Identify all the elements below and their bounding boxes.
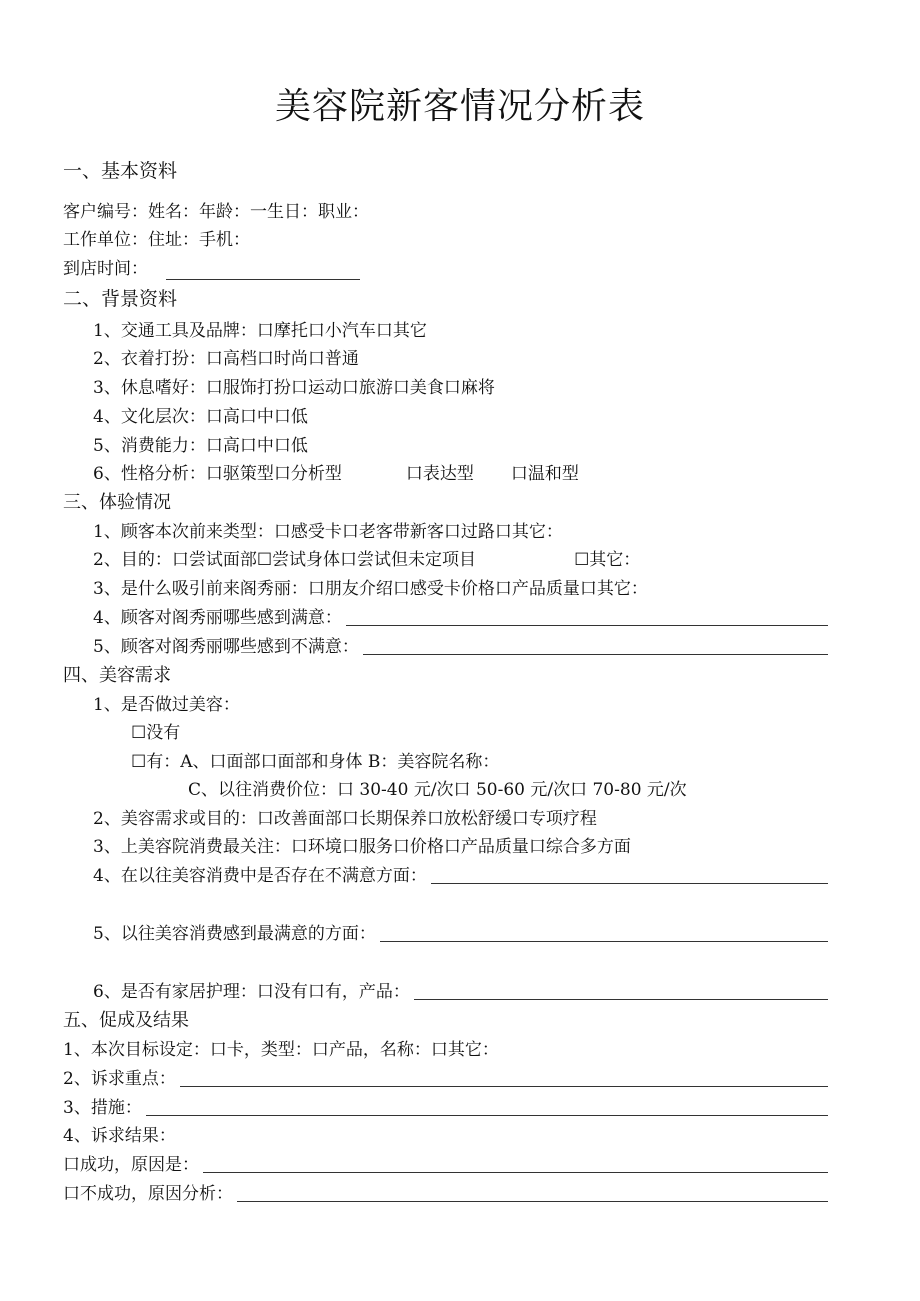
background-q3: 3、休息嗜好：口服饰打扮口运动口旅游口美食口麻将	[93, 378, 495, 398]
experience-q4: 4、顾客对阁秀丽哪些感到满意：	[93, 607, 828, 629]
background-q2: 2、衣着打扮：口高档口时尚口普通	[93, 349, 359, 369]
background-q1: 1、交通工具及品牌：口摩托口小汽车口其它	[93, 321, 427, 341]
needs-q3: 3、上美容院消费最关注：口环境口服务口价格口产品质量口综合多方面	[93, 837, 631, 857]
section-beauty-needs-heading: 四、美容需求	[63, 665, 171, 686]
basic-info-line-1: 客户编号：姓名：年龄：一生日：职业：	[63, 202, 369, 222]
background-q5: 5、消费能力：口高口中口低	[93, 436, 308, 456]
needs-q2: 2、美容需求或目的：口改善面部口长期保养口放松舒缓口专项疗程	[93, 809, 597, 829]
experience-q1: 1、顾客本次前来类型：口感受卡口老客带新客口过路口其它：	[93, 522, 563, 542]
arrival-time-field[interactable]	[166, 265, 360, 280]
satisfied-field[interactable]	[346, 624, 828, 626]
needs-q1-price: C、以往消费价位：口 30-40 元/次口 50-60 元/次口 70-80 元/次	[188, 780, 687, 800]
home-care-product-field[interactable]	[414, 998, 828, 1000]
background-q4: 4、文化层次：口高口中口低	[93, 407, 308, 427]
arrival-time-line: 到店时间：	[63, 258, 828, 280]
experience-q2: 2、目的：口尝试面部☐尝试身体口尝试但未定项目 ☐其它：	[93, 550, 641, 570]
needs-q5: 5、以往美容消费感到最满意的方面：	[93, 923, 828, 945]
needs-q1: 1、是否做过美容：	[93, 695, 240, 715]
result-q3: 3、措施：	[63, 1097, 828, 1119]
success-reason-field[interactable]	[203, 1171, 828, 1173]
past-unsatisfied-field[interactable]	[431, 882, 828, 884]
section-result-heading: 五、促成及结果	[63, 1010, 189, 1031]
page-title: 美容院新客情况分析表	[274, 86, 645, 127]
unsatisfied-field[interactable]	[363, 653, 828, 655]
result-q2: 2、诉求重点：	[63, 1068, 828, 1090]
fail-reason-field[interactable]	[237, 1200, 828, 1202]
result-q4: 4、诉求结果：	[63, 1126, 176, 1146]
experience-q5: 5、顾客对阁秀丽哪些感到不满意：	[93, 636, 828, 658]
measures-field[interactable]	[146, 1114, 828, 1116]
appeal-focus-field[interactable]	[180, 1085, 828, 1087]
section-background-heading: 二、背景资料	[63, 288, 178, 310]
needs-q6: 6、是否有家居护理：口没有口有，产品：	[93, 981, 828, 1003]
experience-q3: 3、是什么吸引前来阁秀丽：口朋友介绍口感受卡价格口产品质量口其它：	[93, 579, 648, 599]
section-experience-heading: 三、体验情况	[63, 492, 171, 513]
section-basic-info-heading: 一、基本资料	[63, 160, 178, 182]
result-q1: 1、本次目标设定：口卡，类型：口产品，名称：口其它：	[63, 1040, 499, 1060]
needs-q4: 4、在以往美容消费中是否存在不满意方面：	[93, 865, 828, 887]
result-fail: 口不成功，原因分析：	[63, 1183, 828, 1205]
needs-q1-no: ☐没有	[131, 723, 181, 743]
background-q6: 6、性格分析：口驱策型口分析型 口表达型 口温和型	[93, 464, 579, 484]
past-satisfied-field[interactable]	[380, 940, 828, 942]
result-success: 口成功，原因是：	[63, 1154, 828, 1176]
needs-q1-yes: ☐有：A、口面部口面部和身体 B：美容院名称：	[131, 752, 500, 772]
basic-info-line-2: 工作单位：住址：手机：	[63, 230, 250, 250]
